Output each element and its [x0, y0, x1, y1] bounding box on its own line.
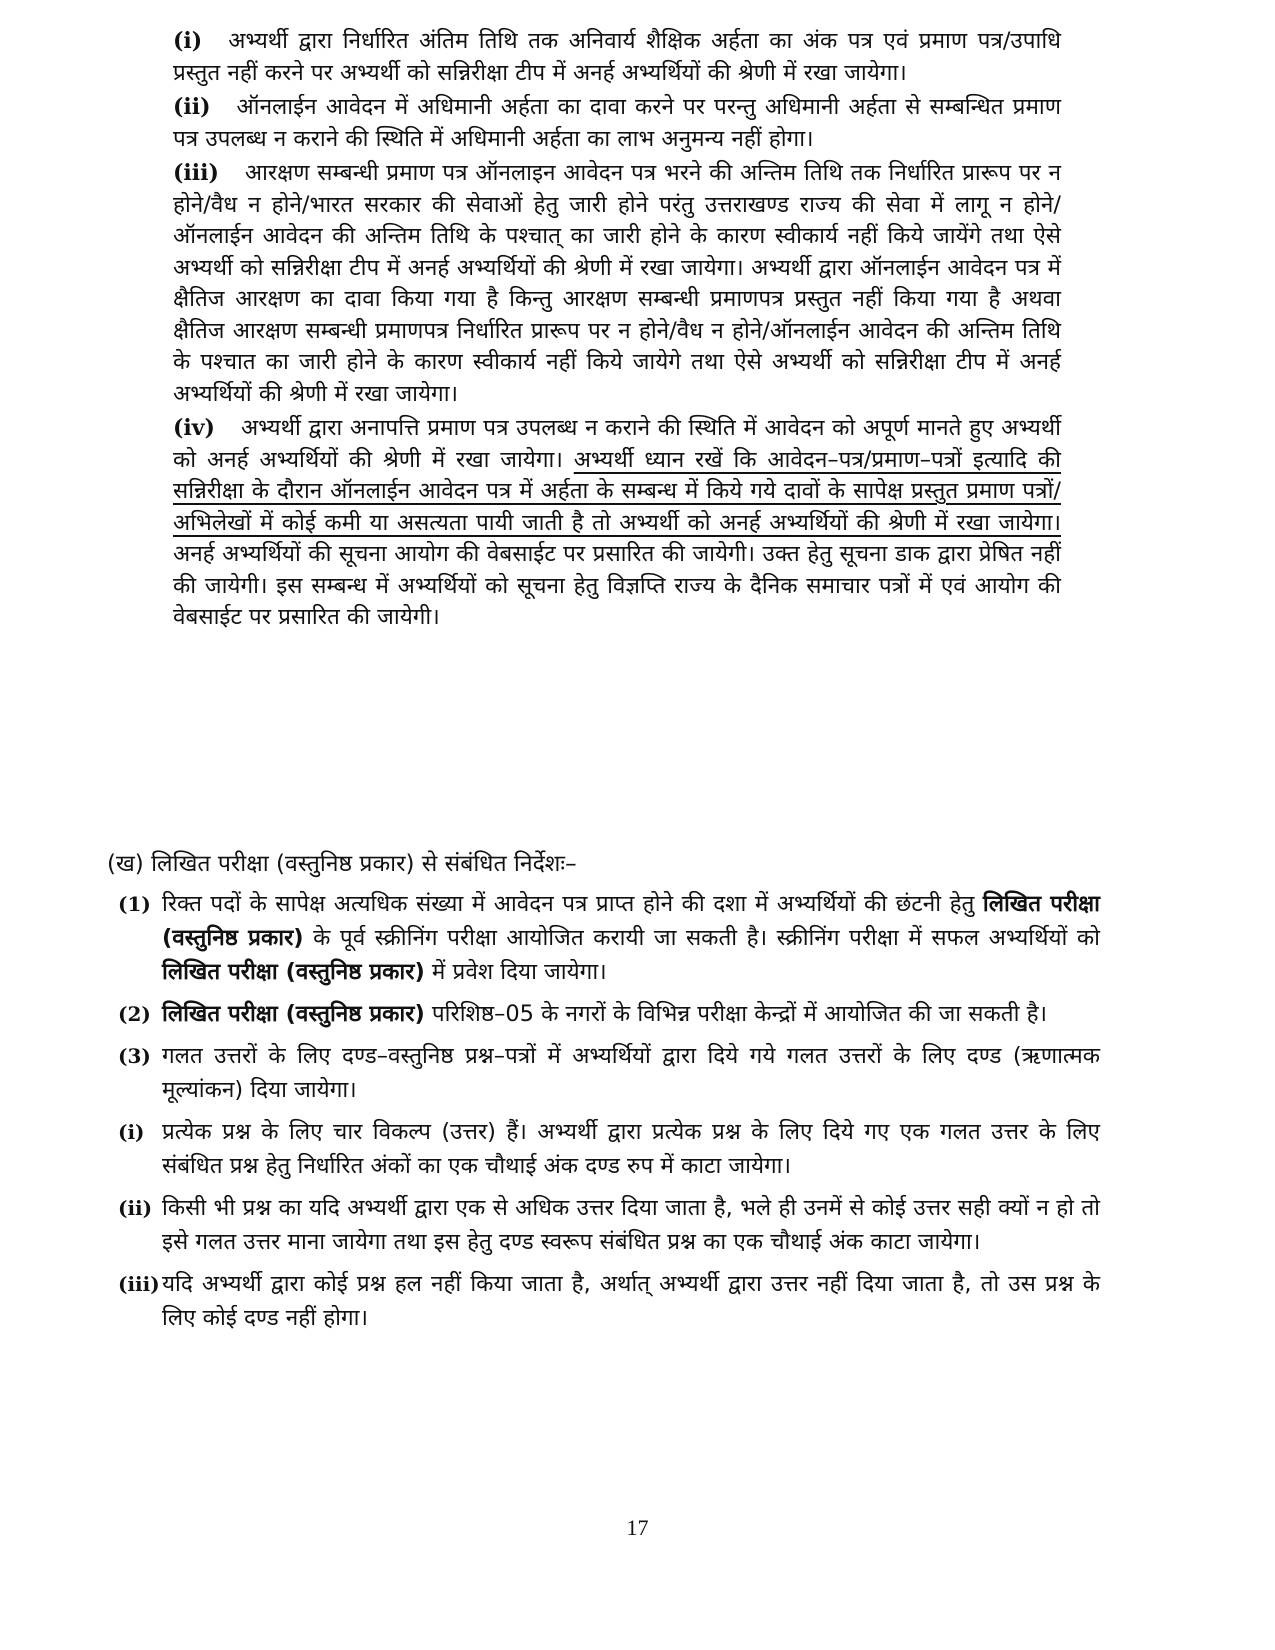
clause-text: ऑनलाईन आवेदन में अधिमानी अर्हता का दावा करने पर परन्तु अधिमानी अर्हता से सम्बन्धित प्रमाण पत्र उपलब्ध न कराने की स्थिति में अधिमानी अर्हता का लाभ अनुमन्य नहीं होगा।	[173, 94, 1061, 152]
item-marker: (3)	[118, 1044, 151, 1068]
item-marker: (2)	[118, 1002, 151, 1026]
clause-number: (i)	[173, 28, 203, 54]
clause-text: आरक्षण सम्बन्धी प्रमाण पत्र ऑनलाइन आवेदन पत्र भरने की अन्तिम तिथि तक निर्धारित प्रारूप पर न होने/वैध न होने/भारत सरकार की सेवाओं हेतु जारी होने परंतु उत्तराखण्ड राज्य की सेवा में लागू न होने/ऑनलाईन आवेदन की अन्तिम तिथि के पश्चात् का जारी होने के कारण स्वीकार्य नहीं किये जायेंगे तथा ऐसे अभ्यर्थी को सन्निरीक्षा टीप में अनर्ह अभ्यर्थियों की श्रेणी में रखा जायेगा। अभ्यर्थी द्वारा ऑनलाईन आवेदन पत्र में क्षैतिज आरक्षण का दावा किया गया है किन्तु आरक्षण सम्बन्धी प्रमाणपत्र प्रस्तुत नहीं किया गया है अथवा क्षैतिज आरक्षण सम्बन्धी प्रमाणपत्र निर्धारित प्रारूप पर न होने/वैध न होने/ऑनलाईन आवेदन की अन्तिम तिथि के पश्चात का जारी होने के कारण स्वीकार्य नहीं किये जायेगे तथा ऐसे अभ्यर्थी को सन्निरीक्षा टीप में अनर्ह अभ्यर्थियों की श्रेणी में रखा जायेगा।	[173, 160, 1061, 407]
clause-number: (iii)	[173, 160, 219, 186]
item-marker: (iii)	[118, 1272, 160, 1296]
page-number: 17	[626, 1515, 649, 1540]
instruction-sub-iii	[118, 1267, 1100, 1335]
text-part: रिक्त पदों के सापेक्ष अत्यधिक संख्या में आवेदन पत्र प्राप्त होने की दशा में अभ्यर्थियों की छंटनी हेतु	[162, 891, 975, 917]
bold-term: लिखित परीक्षा (वस्तुनिष्ठ प्रकार)	[162, 959, 425, 985]
clause-text: अभ्यर्थी द्वारा निर्धारित अंतिम तिथि तक अनिवार्य शैक्षिक अर्हता का अंक पत्र एवं प्रमाण पत्र/उपाधि प्रस्तुत नहीं करने पर अभ्यर्थी को सन्निरीक्षा टीप में अनर्ह अभ्यर्थियों की श्रेणी में रखा जायेगा।	[173, 28, 1061, 86]
underlined-notice: अभ्यर्थी ध्यान रखें कि आवेदन–पत्र/प्रमाण–पत्रों इत्यादि की सन्निरीक्षा के दौरान ऑनलाईन आवेदन पत्र में अर्हता के सम्बन्ध में किये गये दावों के सापेक्ष प्रस्तुत प्रमाण पत्रों/अभिलेखों में कोई कमी या असत्यता पायी जाती है तो अभ्यर्थी को अनर्ह अभ्यर्थियों की श्रेणी में रखा जायेगा।	[173, 446, 1061, 536]
item-text: गलत उत्तरों के लिए दण्ड–वस्तुनिष्ठ प्रश्न–पत्रों में अभ्यर्थियों द्वारा दिये गये गलत उत्तरों के लिए दण्ड (ऋणात्मक मूल्यांकन) दिया जायेगा।	[162, 1043, 1100, 1103]
text-part: के पूर्व स्क्रीनिंग परीक्षा आयोजित करायी जा सकती है। स्क्रीनिंग परीक्षा में सफल अभ्यर्थियों को	[313, 925, 1101, 951]
clause-i	[173, 26, 1061, 89]
clause-number: (ii)	[173, 94, 211, 120]
instruction-sub-i	[118, 1115, 1100, 1183]
clause-text: अभ्यर्थी द्वारा अनापत्ति प्रमाण पत्र उपलब्ध न कराने की स्थिति में आवेदन को अपूर्ण मानते हुए अभ्यर्थी को अनर्ह अभ्यर्थियों की श्रेणी में रखा जायेगा।	[173, 415, 1061, 473]
instruction-sub-ii	[118, 1191, 1100, 1259]
item-text	[162, 887, 1100, 989]
instruction-1	[118, 887, 1100, 989]
item-text: प्रत्येक प्रश्न के लिए चार विकल्प (उत्तर) हैं। अभ्यर्थी द्वारा प्रत्येक प्रश्न के लिए दिये गए एक गलत उत्तर के लिए संबंधित प्रश्न हेतु निर्धारित अंकों का एक चौथाई अंक दण्ड रुप में काटा जायेगा।	[162, 1119, 1100, 1179]
item-marker: (1)	[118, 892, 151, 916]
section-heading: (ख) लिखित परीक्षा (वस्तुनिष्ठ प्रकार) से संबंधित निर्देशः–	[107, 851, 577, 877]
bold-term: लिखित परीक्षा (वस्तुनिष्ठ प्रकार)	[162, 891, 1101, 951]
item-text: यदि अभ्यर्थी द्वारा कोई प्रश्न हल नहीं किया जाता है, अर्थात् अभ्यर्थी द्वारा उत्तर नहीं दिया जाता है, तो उस प्रश्न के लिए कोई दण्ड नहीं होगा।	[162, 1271, 1100, 1331]
clause-number: (iv)	[173, 415, 215, 441]
bold-term: लिखित परीक्षा (वस्तुनिष्ठ प्रकार)	[162, 1001, 425, 1027]
upper-clauses	[173, 26, 1061, 637]
clause-iii	[173, 158, 1061, 410]
item-marker: (ii)	[118, 1196, 153, 1220]
clause-iv	[173, 413, 1061, 634]
item-text	[162, 997, 1100, 1031]
instruction-3	[118, 1039, 1100, 1107]
text-part: में प्रवेश दिया जायेगा।	[431, 959, 607, 985]
clause-ii	[173, 92, 1061, 155]
instruction-2	[118, 997, 1100, 1031]
text-part: परिशिष्ठ–05 के नगरों के विभिन्न परीक्षा केन्द्रों में आयोजित की जा सकती है।	[431, 1001, 1048, 1027]
item-text: किसी भी प्रश्न का यदि अभ्यर्थी द्वारा एक से अधिक उत्तर दिया जाता है, भले ही उनमें से कोई उत्तर सही क्यों न हो तो इसे गलत उत्तर माना जायेगा तथा इस हेतु दण्ड स्वरूप संबंधित प्रश्न का एक चौथाई अंक काटा जायेगा।	[162, 1195, 1100, 1255]
item-marker: (i)	[118, 1120, 145, 1144]
clause-text-after: अनर्ह अभ्यर्थियों की सूचना आयोग की वेबसाईट पर प्रसारित की जायेगी। उक्त हेतु सूचना डाक द्वारा प्रेषित नहीं की जायेगी। इस सम्बन्ध में अभ्यर्थियों को सूचना हेतु विज्ञप्ति राज्य के दैनिक समाचार पत्रों में एवं आयोग की वेबसाईट पर प्रसारित की जायेगी।	[173, 541, 1061, 630]
written-exam-instructions	[118, 887, 1100, 1343]
